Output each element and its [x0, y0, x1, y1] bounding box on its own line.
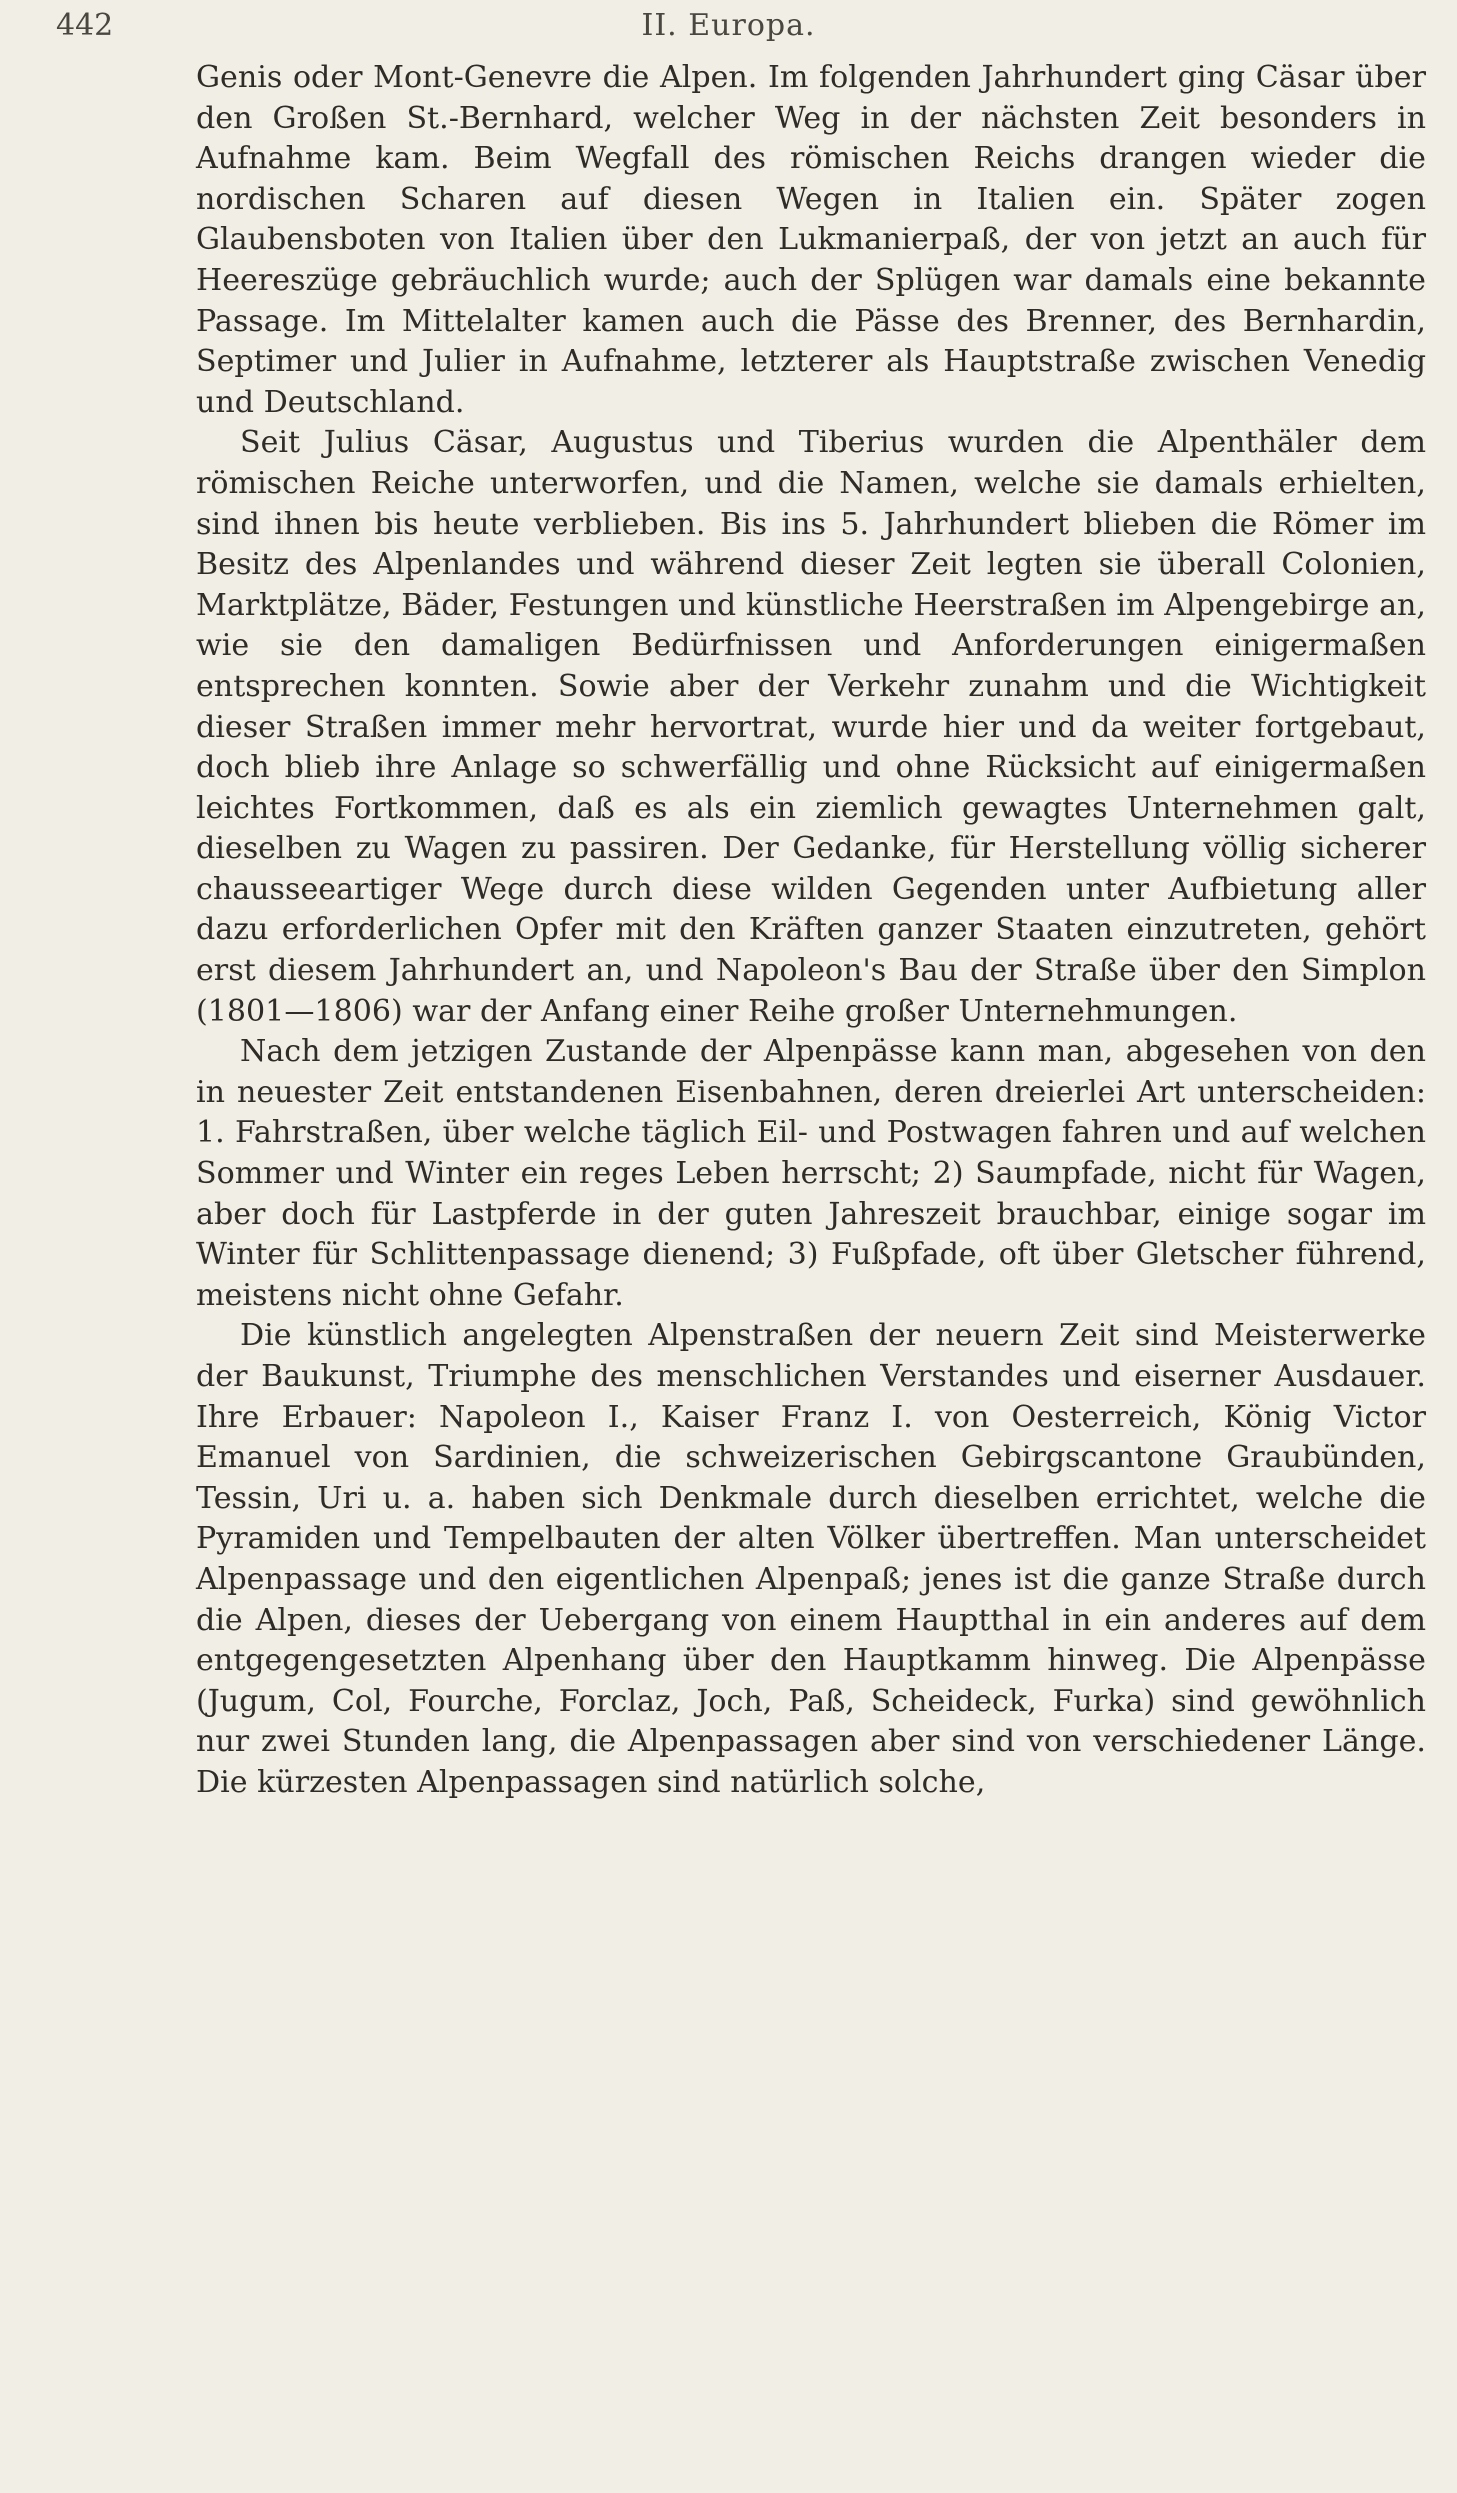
paragraph-2: Seit Julius Cäsar, Augustus und Tiberius wurden die Alpenthäler dem römischen Reiche unterworfen, und die Namen, welche sie damals erhielten, sind ihnen bis heute verblieben. Bis ins 5. Jahrhundert blieben die Römer im Besitz des Alpenlandes und während dieser Zeit legten sie überall Colonien, Marktplätze, Bäder, Festungen und künstliche Heerstraßen im Alpengebirge an, wie sie den damaligen Bedürfnissen und Anforderungen einigermaßen entsprechen konnten. Sowie aber der Verkehr zunahm und die Wichtigkeit dieser Straßen immer mehr hervortrat, wurde hier und da weiter fortgebaut, doch blieb ihre Anlage so schwerfällig und ohne Rücksicht auf einigermaßen leichtes Fortkommen, daß es als ein ziemlich gewagtes Unternehmen galt, dieselben zu Wagen zu passiren. Der Gedanke, für Herstellung völlig sicherer chausseeartiger Wege durch diese wilden Gegenden unter Aufbietung aller dazu erforderlichen Opfer mit den Kräften ganzer Staaten einzutreten, gehört erst diesem Jahrhundert an, und Napoleon's Bau der Straße über den Simplon (1801—1806) war der Anfang einer Reihe großer Unternehmungen.	[196, 425, 1426, 1029]
paragraph-1: Genis oder Mont-Genevre die Alpen. Im folgenden Jahrhundert ging Cäsar über den Großen St.-Bernhard, welcher Weg in der nächsten Zeit besonders in Aufnahme kam. Beim Wegfall des römischen Reichs drangen wieder die nordischen Scharen auf diesen Wegen in Italien ein. Später zogen Glaubensboten von Italien über den Lukmanierpaß, der von jetzt an auch für Heereszüge gebräuchlich wurde; auch der Splügen war damals eine bekannte Passage. Im Mittelalter kamen auch die Pässe des Brenner, des Bernhardin, Septimer und Julier in Aufnahme, letzterer als Hauptstraße zwischen Venedig und Deutschland.	[196, 60, 1426, 420]
page-number: 442	[56, 8, 114, 43]
running-head	[56, 8, 1401, 48]
body-text	[196, 58, 1426, 1804]
paragraph-4: Die künstlich angelegten Alpenstraßen der neuern Zeit sind Meisterwerke der Baukunst, Triumphe des menschlichen Verstandes und eiserner Ausdauer. Ihre Erbauer: Napoleon I., Kaiser Franz I. von Oesterreich, König Victor Emanuel von Sardinien, die schweizerischen Gebirgscantone Graubünden, Tessin, Uri u. a. haben sich Denkmale durch dieselben errichtet, welche die Pyramiden und Tempelbauten der alten Völker übertreffen. Man unterscheidet Alpenpassage und den eigentlichen Alpenpaß; jenes ist die ganze Straße durch die Alpen, dieses der Uebergang von einem Hauptthal in ein anderes auf dem entgegengesetzten Alpenhang über den Hauptkamm hinweg. Die Alpenpässe (Jugum, Col, Fourche, Forclaz, Joch, Paß, Scheideck, Furka) sind gewöhnlich nur zwei Stunden lang, die Alpenpassagen aber sind von verschiedener Länge. Die kürzesten Alpenpassagen sind natürlich solche,	[196, 1318, 1426, 1800]
section-title: II. Europa.	[641, 8, 816, 43]
paragraph-3: Nach dem jetzigen Zustande der Alpenpässe kann man, abgesehen von den in neuester Zeit entstandenen Eisenbahnen, deren dreierlei Art unterscheiden: 1. Fahrstraßen, über welche täglich Eil- und Postwagen fahren und auf welchen Sommer und Winter ein reges Leben herrscht; 2) Saumpfade, nicht für Wagen, aber doch für Lastpferde in der guten Jahreszeit brauchbar, einige sogar im Winter für Schlittenpassage dienend; 3) Fußpfade, oft über Gletscher führend, meistens nicht ohne Gefahr.	[196, 1034, 1426, 1313]
